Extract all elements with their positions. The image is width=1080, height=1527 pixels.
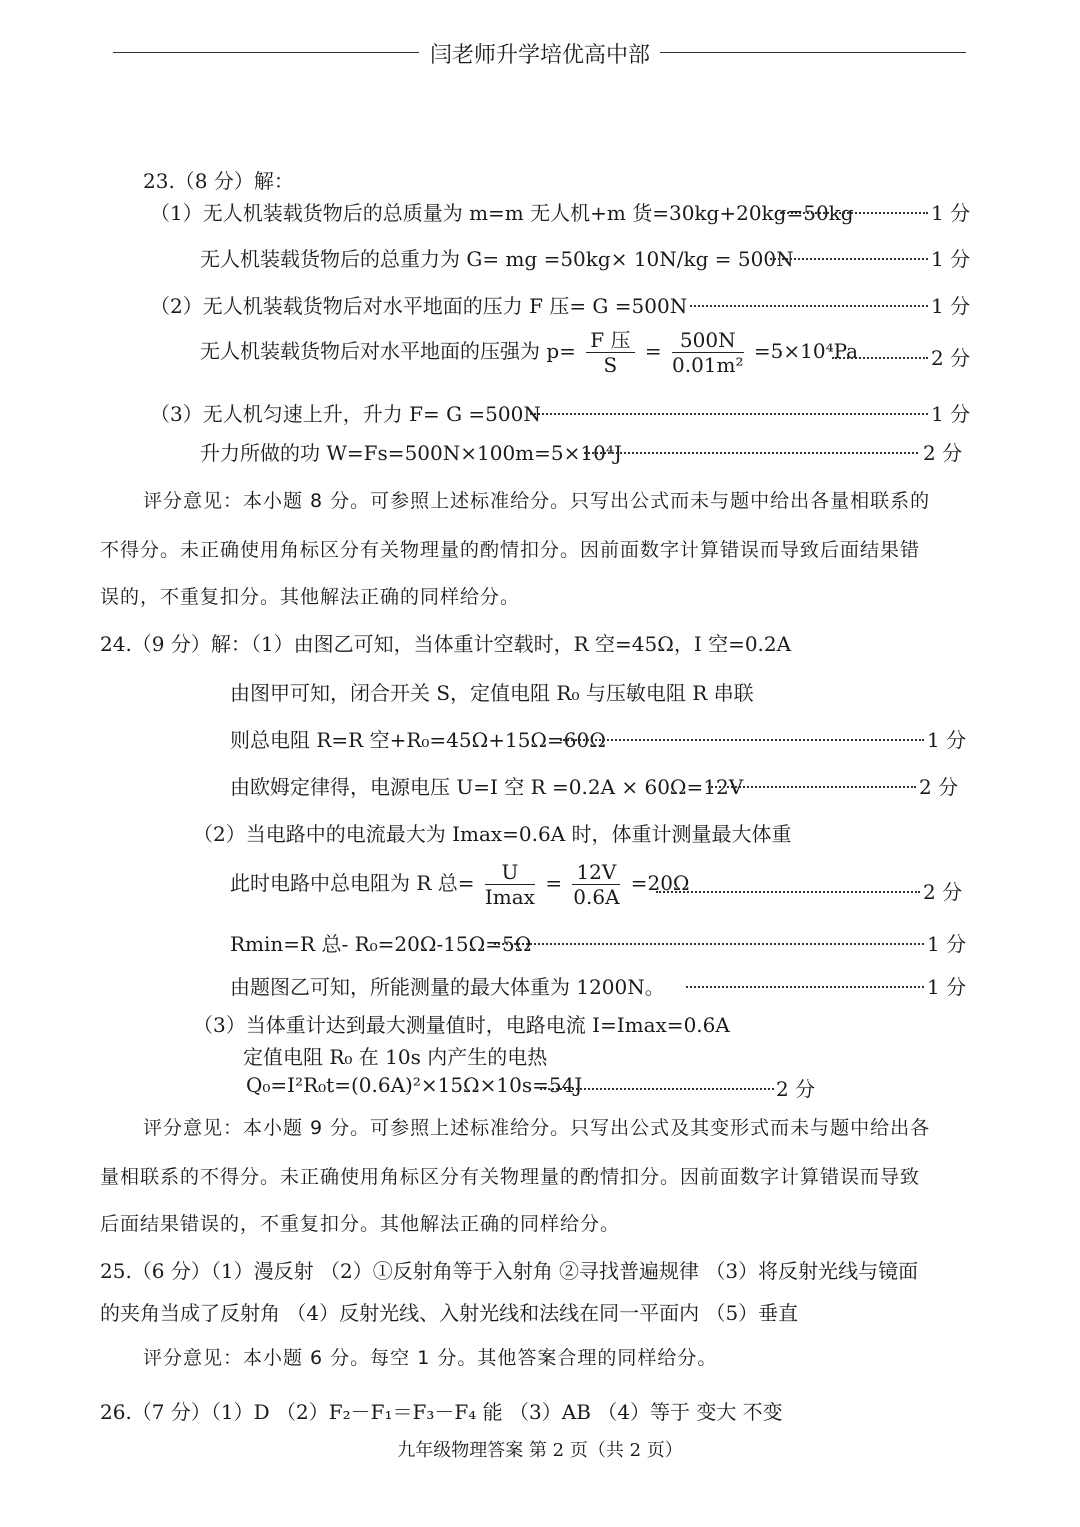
q23-comment: 误的，不重复扣分。其他解法正确的同样给分。	[100, 586, 521, 608]
q24-line2: 由图甲可知，闭合开关 S，定值电阻 R₀ 与压敏电阻 R 串联	[230, 681, 754, 705]
leader-dots	[494, 943, 924, 945]
q24-line4: 由欧姆定律得，电源电压 U=I 空 R =0.2A × 60Ω=12V	[230, 775, 744, 799]
score: 1 分	[931, 247, 971, 271]
fraction	[586, 328, 634, 377]
score: 2 分	[923, 441, 963, 465]
fraction	[485, 860, 535, 909]
q24-line6-prefix: 此时电路中总电阻为 R 总=	[230, 871, 475, 895]
leader-dots	[656, 891, 920, 893]
leader-dots	[832, 357, 928, 359]
score: 2 分	[776, 1077, 816, 1101]
score: 1 分	[927, 932, 967, 956]
q24-comment: 量相联系的不得分。未正确使用角标区分有关物理量的酌情扣分。因前面数字计算错误而导致	[100, 1166, 921, 1188]
leader-dots	[780, 212, 928, 214]
q23-line4	[200, 328, 858, 377]
q23-comment: 评分意见：本小题 8 分。可参照上述标准给分。只写出公式而未与题中给出各量相联系的	[143, 490, 931, 512]
q24-line1: 24.（9 分）解：（1）由图乙可知，当体重计空载时，R 空=45Ω，I 空=0.2A	[100, 632, 792, 656]
fraction-numerator: 12V	[572, 860, 620, 885]
leader-dots	[690, 305, 928, 307]
q24-line10: 定值电阻 R₀ 在 10s 内产生的电热	[243, 1045, 548, 1069]
score: 2 分	[923, 880, 963, 904]
fraction-denominator: S	[603, 353, 618, 377]
score: 2 分	[931, 346, 971, 370]
q23-line1: （1）无人机装载货物后的总质量为 m=m 无人机+m 货=30kg+20kg=50kg	[150, 201, 854, 225]
leader-dots	[530, 413, 928, 415]
q23-heading: 23.（8 分）解：	[143, 169, 294, 193]
fraction	[672, 328, 744, 377]
q23-line4-suffix: =5×10⁴Pa	[753, 339, 859, 363]
equals-sign: =	[644, 339, 662, 363]
score: 1 分	[931, 402, 971, 426]
q24-comment: 评分意见：本小题 9 分。可参照上述标准给分。只写出公式及其变形式而未与题中给出各	[143, 1117, 931, 1139]
q24-line11: Q₀=I²R₀t=(0.6A)²×15Ω×10s=54J	[246, 1073, 583, 1097]
leader-dots	[708, 786, 916, 788]
q25-line1: 25.（6 分）（1）漫反射 （2）①反射角等于入射角 ②寻找普遍规律 （3）将反射光线与镜面	[100, 1259, 919, 1283]
fraction-numerator: U	[485, 860, 535, 885]
q23-line2: 无人机装载货物后的总重力为 G= mg =50kg× 10N/kg = 500N	[200, 247, 794, 271]
leader-dots	[770, 258, 928, 260]
score: 1 分	[931, 201, 971, 225]
page-footer: 九年级物理答案 第 2 页（共 2 页）	[397, 1440, 683, 1461]
fraction-numerator: F 压	[586, 328, 634, 353]
fraction-denominator: Imax	[484, 885, 535, 909]
q23-line3: （2）无人机装载货物后对水平地面的压力 F 压= G =500N	[150, 294, 688, 318]
q23-line5: （3）无人机匀速上升，升力 F= G =500N	[150, 402, 541, 426]
fraction-numerator: 500N	[672, 328, 744, 353]
q24-line6	[230, 860, 690, 909]
header-title: 闫老师升学培优高中部	[429, 43, 650, 68]
q25-comment: 评分意见：本小题 6 分。每空 1 分。其他答案合理的同样给分。	[143, 1347, 718, 1369]
leader-dots	[584, 452, 918, 454]
leader-dots	[540, 1088, 774, 1090]
q24-line8: 由题图乙可知，所能测量的最大体重为 1200N。	[230, 975, 665, 999]
leader-dots	[560, 739, 924, 741]
fraction	[572, 860, 620, 909]
score: 1 分	[927, 728, 967, 752]
leader-dots	[686, 986, 924, 988]
fraction-denominator: 0.6A	[573, 885, 620, 909]
q24-line6-suffix: =20Ω	[630, 871, 690, 895]
q24-line3: 则总电阻 R=R 空+R₀=45Ω+15Ω=60Ω	[230, 728, 606, 752]
score: 2 分	[919, 775, 959, 799]
score: 1 分	[927, 975, 967, 999]
q24-comment: 后面结果错误的，不重复扣分。其他解法正确的同样给分。	[100, 1213, 621, 1235]
q24-line7: Rmin=R 总- R₀=20Ω-15Ω=5Ω	[230, 932, 532, 956]
q23-comment: 不得分。未正确使用角标区分有关物理量的酌情扣分。因前面数字计算错误而导致后面结果错	[100, 539, 921, 561]
q23-line4-prefix: 无人机装载货物后对水平地面的压强为 p=	[200, 339, 576, 363]
fraction-denominator: 0.01m²	[672, 353, 744, 377]
q26-line1: 26.（7 分）（1）D （2）F₂－F₁＝F₃－F₄ 能 （3）AB （4）等于 变大 不变	[100, 1400, 783, 1424]
q25-line2: 的夹角当成了反射角 （4）反射光线、入射光线和法线在同一平面内 （5）垂直	[100, 1301, 799, 1325]
q24-line9: （3）当体重计达到最大测量值时，电路电流 I=Imax=0.6A	[193, 1013, 730, 1037]
score: 1 分	[931, 294, 971, 318]
equals-sign: =	[545, 871, 563, 895]
q24-line5: （2）当电路中的电流最大为 Imax=0.6A 时，体重计测量最大体重	[193, 822, 792, 846]
q23-line6: 升力所做的功 W=Fs=500N×100m=5×10⁴J	[200, 441, 622, 465]
